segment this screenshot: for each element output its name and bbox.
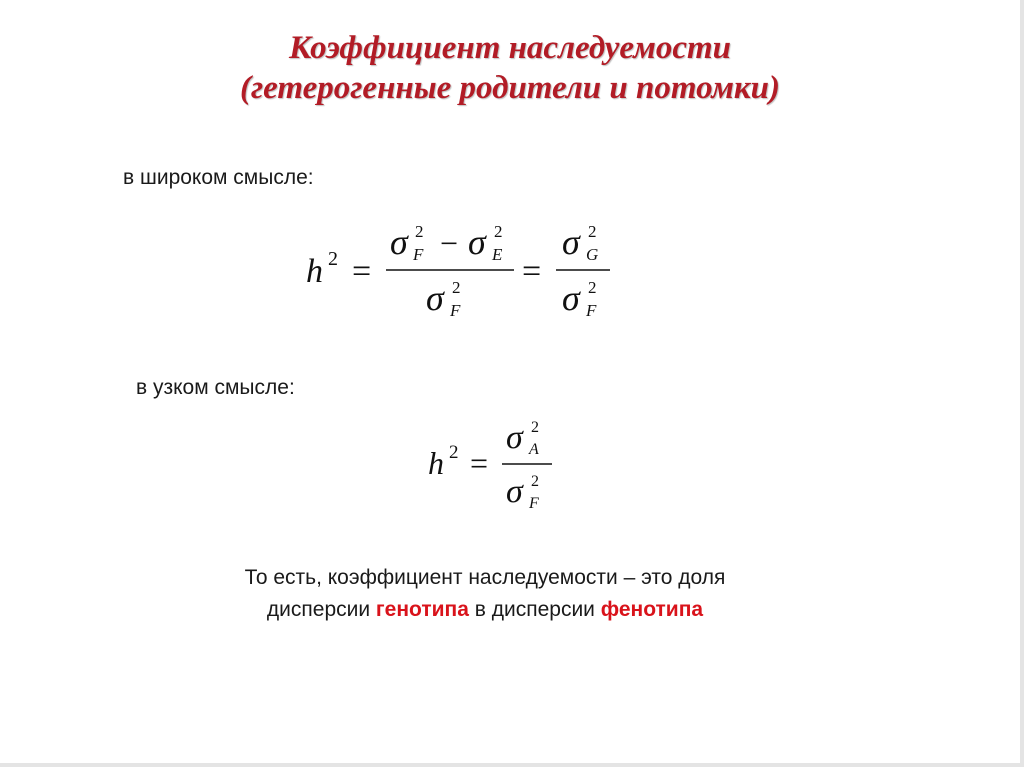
denominator-exp-f-1: 2	[452, 278, 461, 297]
conclusion-text	[0, 562, 970, 626]
narrow-numerator-sub-a: A	[529, 441, 539, 458]
narrow-denominator-sub-f: F	[529, 495, 539, 512]
numerator-exp-e: 2	[494, 222, 503, 241]
numerator-sigma-f: σ	[390, 222, 408, 262]
conclusion-line-2	[0, 594, 970, 626]
narrow-numerator-exp-a: 2	[531, 419, 539, 436]
numerator-sigma-e: σ	[468, 222, 486, 262]
denominator-sub-f-2: F	[586, 301, 597, 320]
narrow-formula-h: h	[428, 445, 444, 481]
narrow-sense-label: в узком смысле:	[136, 376, 295, 399]
formula-equals-2: =	[522, 253, 542, 290]
denominator-sigma-f-2: σ	[562, 278, 580, 318]
highlight-genotype: генотипа	[375, 598, 469, 621]
numerator-sub-f: F	[413, 245, 424, 264]
conclusion-text-in-dispersion: в дисперсии	[468, 598, 601, 621]
numerator-exp-g: 2	[588, 222, 597, 241]
broad-sense-label: в широком смысле:	[123, 166, 314, 189]
narrow-denominator-sigma-f: σ	[506, 473, 523, 510]
conclusion-text-dispersion: дисперсии	[266, 598, 376, 621]
title-line-2: (гетерогенные родители и потомки)	[239, 70, 781, 106]
numerator-sigma-g: σ	[562, 222, 580, 262]
formula-equals-1: =	[352, 253, 372, 290]
denominator-sub-f-1: F	[450, 301, 461, 320]
denominator-sigma-f-1: σ	[426, 278, 444, 318]
highlight-phenotype: фенотипа	[600, 598, 704, 621]
narrow-numerator-sigma-a: σ	[506, 419, 523, 456]
numerator-exp-f: 2	[415, 222, 424, 241]
broad-sense-formula	[300, 210, 630, 335]
numerator-sub-g: G	[586, 245, 599, 264]
narrow-formula-equals: =	[470, 445, 489, 481]
denominator-exp-f-2: 2	[588, 278, 597, 297]
numerator-minus: −	[440, 225, 459, 261]
numerator-sub-e: E	[492, 245, 503, 264]
title-line-1: Коэффициент наследуемости	[288, 30, 732, 66]
narrow-sense-formula	[422, 414, 572, 529]
conclusion-line-1: То есть, коэффициент наследуемости – это доля	[244, 566, 726, 589]
slide-title	[0, 28, 1020, 108]
formula-h-exponent: 2	[328, 248, 338, 270]
formula-h: h	[306, 253, 323, 290]
narrow-denominator-exp-f: 2	[531, 473, 539, 490]
narrow-formula-h-exponent: 2	[449, 442, 459, 463]
